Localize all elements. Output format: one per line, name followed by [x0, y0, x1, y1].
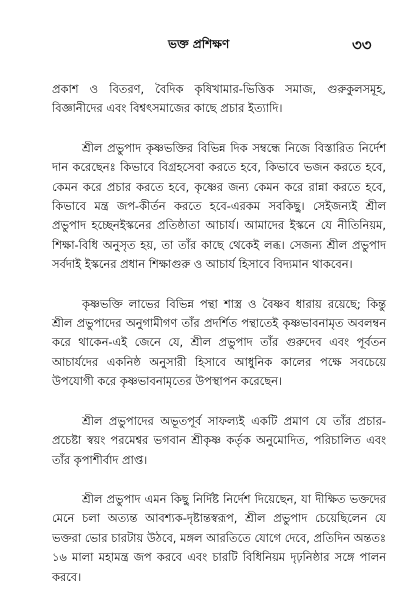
page-number: ৩৩ [352, 36, 372, 54]
paragraph-2: শ্রীল প্রভুপাদ কৃষ্ণভক্তির বিভিন্ন দিক সম্বন্ধে নিজে বিস্তারিত নির্দেশ দান করেছেনঃ কিভাবে বিগ্রহসেবা করতে হবে, কিভাবে ভজন করতে হবে, কেমন করে প্রচার করতে হবে, কৃষ্ণের জন্য কেমন করে রান্না করতে হবে, কিভাবে মন্ত্র জপ-কীর্তন করতে হবে-এরকম সবকিছু। সেইজন্যই শ্রীল প্রভুপাদ হচ্ছেনইস্কনের প্রতিষ্ঠাতা আচার্য। আমাদের ইস্কনে যে নীতিনিয়ম, শিক্ষা-বিধি অনুসৃত হয়, তা তাঁর কাছে থেকেই লব্ধ। সেজন্য শ্রীল প্রভুপাদ সর্বদাই ইস্কনের প্রধান শিক্ষাগুরু ও আচার্য হিসাবে বিদ্যমান থাকবেন। [52, 140, 386, 272]
running-title: ভক্ত প্রশিক্ষণ [168, 37, 230, 51]
paragraph-3: কৃষ্ণভক্তি লাভের বিভিন্ন পন্থা শাস্ত্র ও বৈষ্ণব ধারায় রয়েছে; কিন্তু শ্রীল প্রভুপাদের অনুগামীগণ তাঁর প্রদর্শিত পন্থাতেই কৃষ্ণভাবনামৃত অবলম্বন করে থাকেন-এই জেনে যে, শ্রীল প্রভুপাদ তাঁর গুরুদেব এবং পূর্বতন আচার্যদের একনিষ্ঠ অনুসারী হিসাবে আধুনিক কালের পক্ষে সবচেয়ে উপযোগী করে কৃষ্ণভাবনামৃতের উপস্থাপন করেছেন। [52, 296, 386, 389]
body-text [52, 80, 386, 607]
paragraph-4: শ্রীল প্রভুপাদের অভূতপূর্ব সাফল্যই একটি প্রমাণ যে তাঁর প্রচার-প্রচেষ্টা স্বয়ং পরমেশ্বর ভগবান শ্রীকৃষ্ণ কর্তৃক অনুমোদিত, পরিচালিত এবং তাঁর কৃপাশীর্বাদ প্রাপ্ত। [52, 413, 386, 467]
paragraph-5: শ্রীল প্রভুপাদ এমন কিছু নির্দিষ্ট নির্দেশ দিয়েছেন, যা দীক্ষিত ভক্তদের মেনে চলা অত্যন্ত আবশ্যক-দৃষ্টান্তস্বরূপ, শ্রীল প্রভুপাদ চেয়েছিলেন যে ভক্তরা ভোর চারটায় উঠবে, মঙ্গল আরতিতে যোগে দেবে, প্রতিদিন অন্ততঃ ১৬ মালা মহামন্ত্র জপ করবে এবং চারটি বিধিনিয়ম দৃঢ়নিষ্ঠার সঙ্গে পালন করবে। [52, 491, 386, 584]
paragraph-1: প্রকাশ ও বিতরণ, বৈদিক কৃষিখামার-ভিত্তিক সমাজ, গুরুকুলসমূহ, বিজ্ঞানীদের এবং বিশ্বৎসমাজের কাছে প্রচার ইত্যাদি। [52, 82, 386, 116]
page-header [0, 36, 419, 56]
